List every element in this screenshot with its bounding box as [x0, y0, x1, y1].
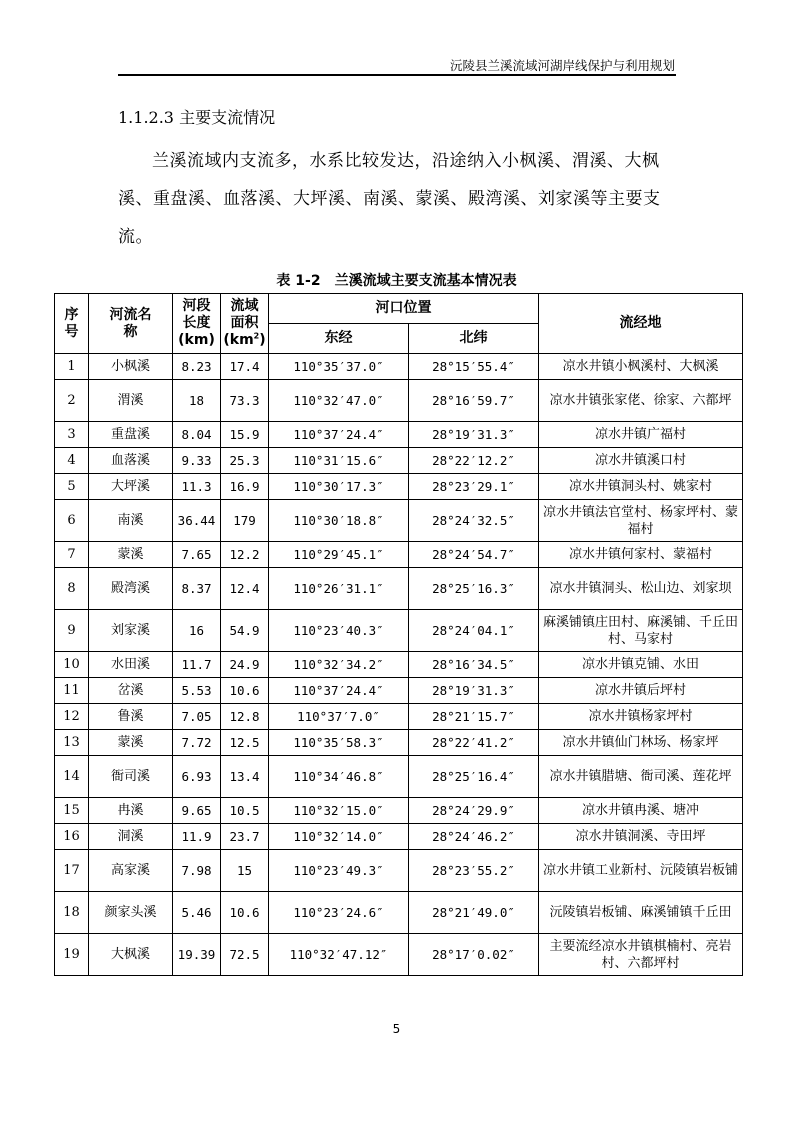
cell-river-name: 渭溪: [89, 380, 173, 422]
table-row: [55, 422, 743, 448]
cell-river-name: 岔溪: [89, 678, 173, 704]
cell-river-name: 洞溪: [89, 824, 173, 850]
cell-route: 凉水井镇仙门林场、杨家坪: [539, 730, 743, 756]
cell-latitude: 28°17′0.02″: [409, 934, 539, 976]
table-row: [55, 730, 743, 756]
cell-area: 12.8: [221, 704, 269, 730]
cell-length: 8.23: [173, 354, 221, 380]
cell-length: 11.9: [173, 824, 221, 850]
cell-seq: 7: [55, 542, 89, 568]
cell-seq: 1: [55, 354, 89, 380]
header-length: 河段 长度 (km): [173, 294, 221, 354]
cell-seq: 14: [55, 756, 89, 798]
cell-route: 主要流经凉水井镇棋楠村、亮岩村、六都坪村: [539, 934, 743, 976]
cell-seq: 16: [55, 824, 89, 850]
cell-latitude: 28°23′55.2″: [409, 850, 539, 892]
table-row: [55, 448, 743, 474]
cell-route: 凉水井镇广福村: [539, 422, 743, 448]
cell-latitude: 28°24′04.1″: [409, 610, 539, 652]
cell-length: 9.65: [173, 798, 221, 824]
table-row: [55, 678, 743, 704]
cell-area: 15.9: [221, 422, 269, 448]
cell-area: 10.6: [221, 892, 269, 934]
table-row: [55, 704, 743, 730]
cell-latitude: 28°21′15.7″: [409, 704, 539, 730]
cell-area: 15: [221, 850, 269, 892]
cell-area: 73.3: [221, 380, 269, 422]
cell-route: 凉水井镇后坪村: [539, 678, 743, 704]
cell-length: 9.33: [173, 448, 221, 474]
table-row: [55, 610, 743, 652]
tributary-table: [54, 293, 743, 976]
cell-route: 凉水井镇洞溪、寺田坪: [539, 824, 743, 850]
cell-river-name: 衙司溪: [89, 756, 173, 798]
cell-area: 13.4: [221, 756, 269, 798]
cell-river-name: 水田溪: [89, 652, 173, 678]
cell-area: 12.2: [221, 542, 269, 568]
cell-seq: 4: [55, 448, 89, 474]
cell-longitude: 110°29′45.1″: [269, 542, 409, 568]
cell-seq: 17: [55, 850, 89, 892]
cell-river-name: 小枫溪: [89, 354, 173, 380]
cell-river-name: 大坪溪: [89, 474, 173, 500]
cell-area: 72.5: [221, 934, 269, 976]
cell-latitude: 28°24′46.2″: [409, 824, 539, 850]
cell-longitude: 110°30′18.8″: [269, 500, 409, 542]
cell-seq: 6: [55, 500, 89, 542]
cell-river-name: 颜家头溪: [89, 892, 173, 934]
cell-route: 凉水井镇何家村、蒙福村: [539, 542, 743, 568]
cell-route: 麻溪铺镇庄田村、麻溪铺、千丘田村、马家村: [539, 610, 743, 652]
cell-area: 25.3: [221, 448, 269, 474]
cell-longitude: 110°37′24.4″: [269, 422, 409, 448]
cell-length: 6.93: [173, 756, 221, 798]
header-latitude: 北纬: [409, 324, 539, 354]
cell-river-name: 大枫溪: [89, 934, 173, 976]
cell-length: 11.3: [173, 474, 221, 500]
cell-area: 23.7: [221, 824, 269, 850]
cell-longitude: 110°23′24.6″: [269, 892, 409, 934]
cell-length: 36.44: [173, 500, 221, 542]
table-row: [55, 850, 743, 892]
cell-area: 10.5: [221, 798, 269, 824]
table-row: [55, 892, 743, 934]
cell-area: 12.4: [221, 568, 269, 610]
header-divider: [118, 74, 676, 76]
header-longitude: 东经: [269, 324, 409, 354]
cell-area: 17.4: [221, 354, 269, 380]
cell-length: 7.05: [173, 704, 221, 730]
header-river-name: 河流名 称: [89, 294, 173, 354]
cell-river-name: 血落溪: [89, 448, 173, 474]
running-header-title: 沅陵县兰溪流域河湖岸线保护与利用规划: [449, 58, 675, 73]
cell-longitude: 110°32′47.12″: [269, 934, 409, 976]
cell-seq: 10: [55, 652, 89, 678]
cell-route: 沅陵镇岩板铺、麻溪铺镇千丘田: [539, 892, 743, 934]
cell-route: 凉水井镇工业新村、沅陵镇岩板铺: [539, 850, 743, 892]
cell-route: 凉水井镇腊塘、衙司溪、莲花坪: [539, 756, 743, 798]
cell-river-name: 重盘溪: [89, 422, 173, 448]
table-row: [55, 354, 743, 380]
cell-latitude: 28°24′32.5″: [409, 500, 539, 542]
cell-longitude: 110°26′31.1″: [269, 568, 409, 610]
cell-latitude: 28°21′49.0″: [409, 892, 539, 934]
header-seq: 序 号: [55, 294, 89, 354]
cell-latitude: 28°19′31.3″: [409, 422, 539, 448]
cell-river-name: 高家溪: [89, 850, 173, 892]
cell-length: 7.72: [173, 730, 221, 756]
cell-river-name: 蒙溪: [89, 730, 173, 756]
cell-latitude: 28°25′16.3″: [409, 568, 539, 610]
body-paragraph: 兰溪流域内支流多，水系比较发达，沿途纳入小枫溪、渭溪、大枫溪、重盘溪、血落溪、大坪溪、南溪、蒙溪、殿湾溪、刘家溪等主要支流。: [118, 151, 661, 247]
cell-length: 7.98: [173, 850, 221, 892]
cell-seq: 13: [55, 730, 89, 756]
cell-route: 凉水井镇冉溪、塘冲: [539, 798, 743, 824]
table-row: [55, 824, 743, 850]
cell-seq: 5: [55, 474, 89, 500]
table-row: [55, 474, 743, 500]
cell-length: 11.7: [173, 652, 221, 678]
cell-seq: 9: [55, 610, 89, 652]
table-row: [55, 798, 743, 824]
cell-route: 凉水井镇张家佬、徐家、六都坪: [539, 380, 743, 422]
cell-seq: 8: [55, 568, 89, 610]
table-row: [55, 500, 743, 542]
header-mouth-location: 河口位置: [269, 294, 539, 324]
table-row: [55, 380, 743, 422]
cell-latitude: 28°25′16.4″: [409, 756, 539, 798]
cell-latitude: 28°16′34.5″: [409, 652, 539, 678]
table-body: [55, 354, 743, 976]
cell-river-name: 冉溪: [89, 798, 173, 824]
table-row: [55, 542, 743, 568]
cell-route: 凉水井镇洞头、松山边、刘家坝: [539, 568, 743, 610]
cell-area: 10.6: [221, 678, 269, 704]
cell-route: 凉水井镇杨家坪村: [539, 704, 743, 730]
cell-latitude: 28°23′29.1″: [409, 474, 539, 500]
page-number: 5: [392, 1022, 401, 1036]
table-row: [55, 652, 743, 678]
cell-length: 8.37: [173, 568, 221, 610]
cell-longitude: 110°32′34.2″: [269, 652, 409, 678]
cell-river-name: 鲁溪: [89, 704, 173, 730]
section-heading: 1.1.2.3 主要支流情况: [118, 108, 276, 127]
cell-latitude: 28°22′12.2″: [409, 448, 539, 474]
cell-area: 179: [221, 500, 269, 542]
cell-area: 54.9: [221, 610, 269, 652]
cell-area: 24.9: [221, 652, 269, 678]
cell-latitude: 28°16′59.7″: [409, 380, 539, 422]
cell-seq: 18: [55, 892, 89, 934]
cell-seq: 15: [55, 798, 89, 824]
cell-route: 凉水井镇洞头村、姚家村: [539, 474, 743, 500]
cell-length: 8.04: [173, 422, 221, 448]
cell-length: 5.53: [173, 678, 221, 704]
table-row: [55, 568, 743, 610]
header-area: 流域 面积 $(km^2)$: [221, 294, 269, 354]
cell-length: 19.39: [173, 934, 221, 976]
table-caption: 表 1-2 兰溪流域主要支流基本情况表: [276, 273, 517, 289]
cell-latitude: 28°24′54.7″: [409, 542, 539, 568]
cell-seq: 11: [55, 678, 89, 704]
cell-longitude: 110°31′15.6″: [269, 448, 409, 474]
cell-length: 18: [173, 380, 221, 422]
cell-latitude: 28°22′41.2″: [409, 730, 539, 756]
header-route: 流经地: [539, 294, 743, 354]
cell-river-name: 殿湾溪: [89, 568, 173, 610]
cell-latitude: 28°19′31.3″: [409, 678, 539, 704]
cell-seq: 3: [55, 422, 89, 448]
cell-longitude: 110°23′49.3″: [269, 850, 409, 892]
cell-river-name: 蒙溪: [89, 542, 173, 568]
cell-longitude: 110°30′17.3″: [269, 474, 409, 500]
cell-longitude: 110°35′37.0″: [269, 354, 409, 380]
cell-longitude: 110°37′24.4″: [269, 678, 409, 704]
cell-longitude: 110°32′47.0″: [269, 380, 409, 422]
cell-area: 16.9: [221, 474, 269, 500]
cell-latitude: 28°15′55.4″: [409, 354, 539, 380]
cell-longitude: 110°23′40.3″: [269, 610, 409, 652]
cell-route: 凉水井镇溪口村: [539, 448, 743, 474]
cell-route: 凉水井镇克铺、水田: [539, 652, 743, 678]
table-row: [55, 756, 743, 798]
cell-longitude: 110°35′58.3″: [269, 730, 409, 756]
cell-seq: 12: [55, 704, 89, 730]
cell-longitude: 110°32′15.0″: [269, 798, 409, 824]
cell-seq: 19: [55, 934, 89, 976]
cell-longitude: 110°37′7.0″: [269, 704, 409, 730]
cell-river-name: 刘家溪: [89, 610, 173, 652]
cell-length: 16: [173, 610, 221, 652]
cell-river-name: 南溪: [89, 500, 173, 542]
table-row: [55, 934, 743, 976]
cell-route: 凉水井镇小枫溪村、大枫溪: [539, 354, 743, 380]
cell-latitude: 28°24′29.9″: [409, 798, 539, 824]
cell-seq: 2: [55, 380, 89, 422]
cell-longitude: 110°34′46.8″: [269, 756, 409, 798]
cell-length: 7.65: [173, 542, 221, 568]
cell-area: 12.5: [221, 730, 269, 756]
cell-route: 凉水井镇法官堂村、杨家坪村、蒙福村: [539, 500, 743, 542]
cell-longitude: 110°32′14.0″: [269, 824, 409, 850]
cell-length: 5.46: [173, 892, 221, 934]
